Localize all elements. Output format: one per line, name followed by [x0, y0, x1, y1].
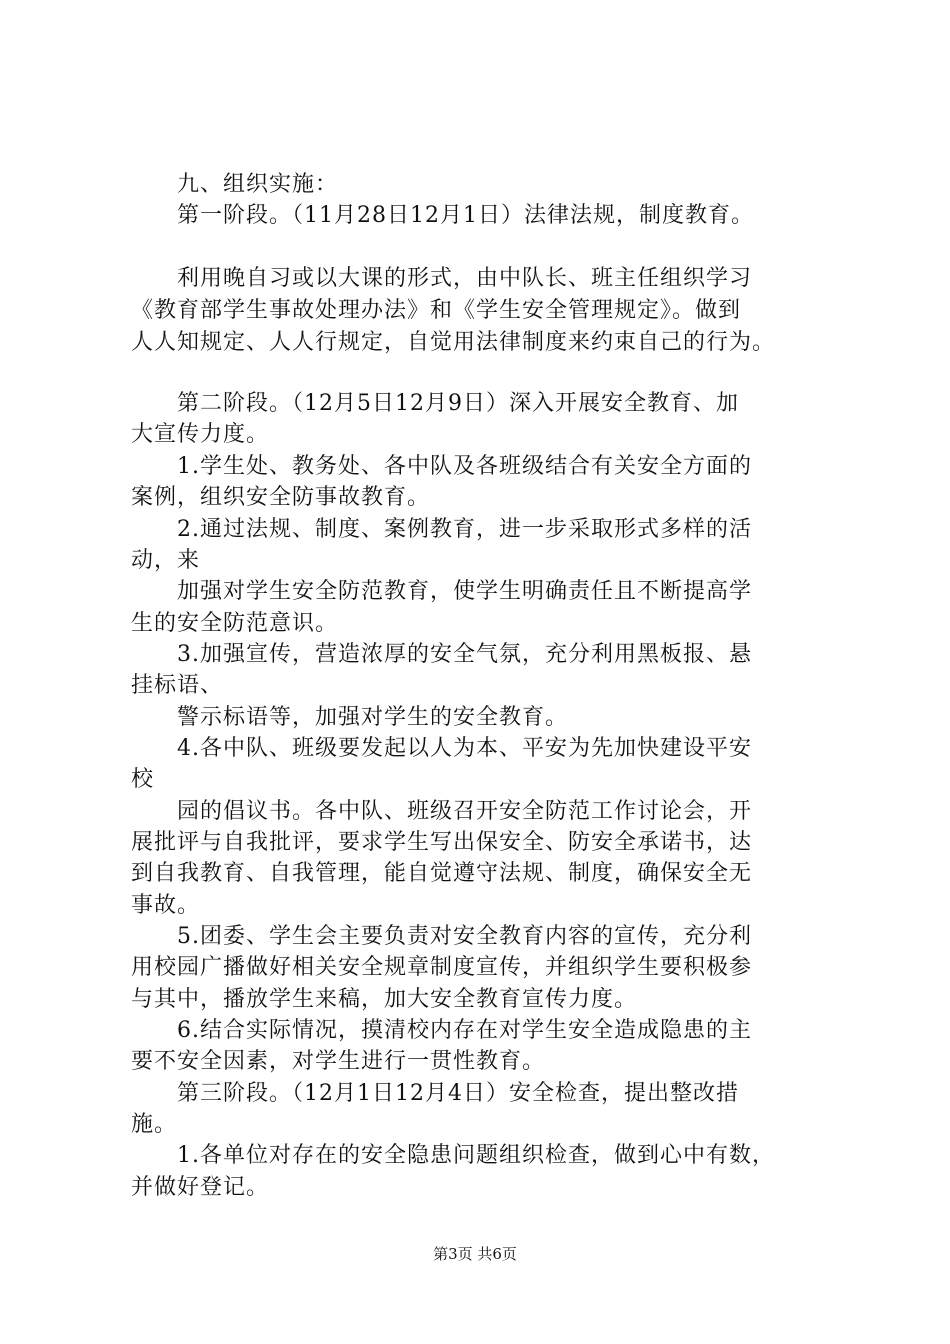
text-line: 警示标语等，加强对学生的安全教育。 [131, 705, 569, 730]
text-line: 加强对学生安全防范教育，使学生明确责任且不断提高学 [131, 579, 753, 604]
text-line: 人人知规定、人人行规定，自觉用法律制度来约束自己的行为。 [131, 330, 776, 355]
text-line: 第二阶段。（12月5日12月9日）深入开展安全教育、加 [131, 391, 739, 416]
text-line: 第三阶段。（12月1日12月4日）安全检查，提出整改措 [131, 1081, 739, 1106]
text-line: 并做好登记。 [131, 1175, 270, 1200]
text-line: 到自我教育、自我管理，能自觉遵守法规、制度，确保安全无 [131, 861, 753, 886]
text-line: 利用晚自习或以大课的形式，由中队长、班主任组织学习 [131, 266, 753, 291]
text-line: 校 [131, 767, 155, 792]
text-line: 要不安全因素，对学生进行一贯性教育。 [131, 1049, 546, 1074]
text-line: 施。 [131, 1112, 178, 1137]
text-line: 用校园广播做好相关安全规章制度宣传，并组织学生要积极参 [131, 955, 753, 980]
text-line: 1.各单位对存在的安全隐患问题组织检查，做到心中有数， [131, 1143, 775, 1168]
text-line: 挂标语、 [131, 673, 224, 698]
text-line: 事故。 [131, 893, 201, 918]
page-number-footer: 第3页 共6页 [433, 1245, 517, 1263]
text-line: 大宣传力度。 [131, 422, 270, 447]
text-line: 生的安全防范意识。 [131, 611, 339, 636]
text-line: 园的倡议书。各中队、班级召开安全防范工作讨论会，开 [131, 799, 753, 824]
text-line: 3.加强宣传，营造浓厚的安全气氛，充分利用黑板报、悬 [131, 642, 752, 667]
text-line: 6.结合实际情况，摸清校内存在对学生安全造成隐患的主 [131, 1018, 752, 1043]
text-line: 2.通过法规、制度、案例教育，进一步采取形式多样的活 [131, 517, 752, 542]
text-line: 与其中，播放学生来稿，加大安全教育宣传力度。 [131, 987, 638, 1012]
text-line: 4.各中队、班级要发起以人为本、平安为先加快建设平安 [131, 736, 752, 761]
text-line: 第一阶段。（11月28日12月1日）法律法规，制度教育。 [131, 203, 754, 228]
text-line: 1.学生处、教务处、各中队及各班级结合有关安全方面的 [131, 454, 752, 479]
text-line: 5.团委、学生会主要负责对安全教育内容的宣传，充分利 [131, 924, 752, 949]
text-line: 《教育部学生事故处理办法》和《学生安全管理规定》。做到 [131, 298, 742, 323]
text-line: 案例，组织安全防事故教育。 [131, 485, 431, 510]
text-line: 展批评与自我批评，要求学生写出保安全、防安全承诺书，达 [131, 830, 753, 855]
text-line: 动，来 [131, 548, 201, 573]
text-line: 九、组织实施： [131, 172, 339, 197]
